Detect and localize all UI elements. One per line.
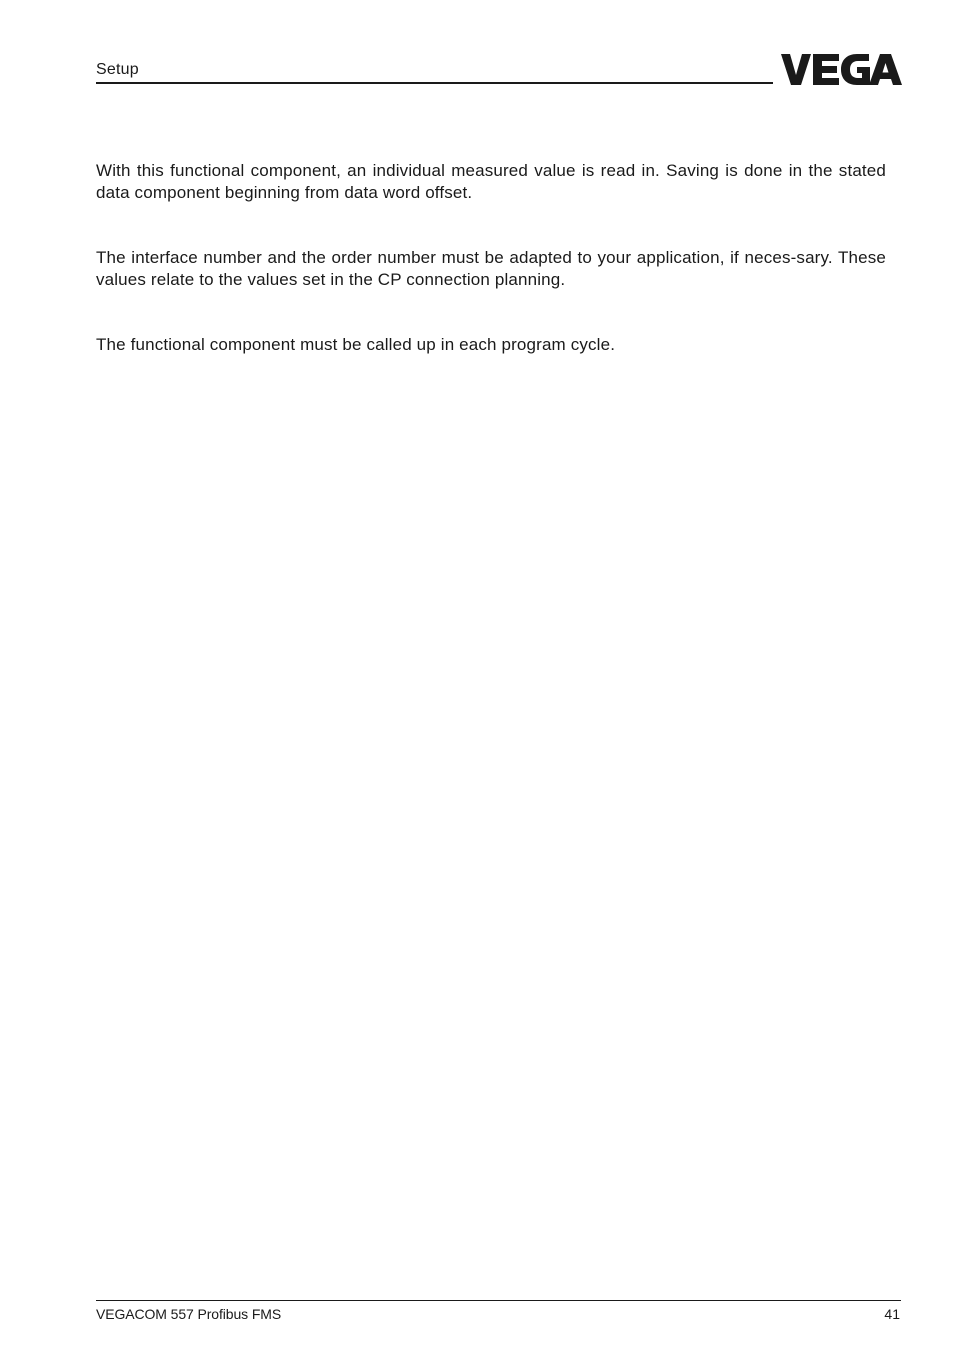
paragraph-interface-note: The interface number and the order number must be adapted to your application, if neces-sary. These values relate to the values set in the CP connection planning.	[96, 248, 886, 289]
header-section-title: Setup	[96, 61, 139, 78]
paragraph-component-description: With this functional component, an individual measured value is read in. Saving is done in the stated data component beginning from data word offset.	[96, 161, 886, 202]
paragraph-program-cycle-note: The functional component must be called up in each program cycle.	[96, 335, 616, 354]
footer-document-title: VEGACOM 557 Profibus FMS	[96, 1306, 282, 1322]
footer-divider	[96, 1300, 901, 1301]
header-divider	[96, 82, 773, 84]
vega-logo	[781, 52, 902, 87]
page-number: 41	[884, 1306, 900, 1322]
